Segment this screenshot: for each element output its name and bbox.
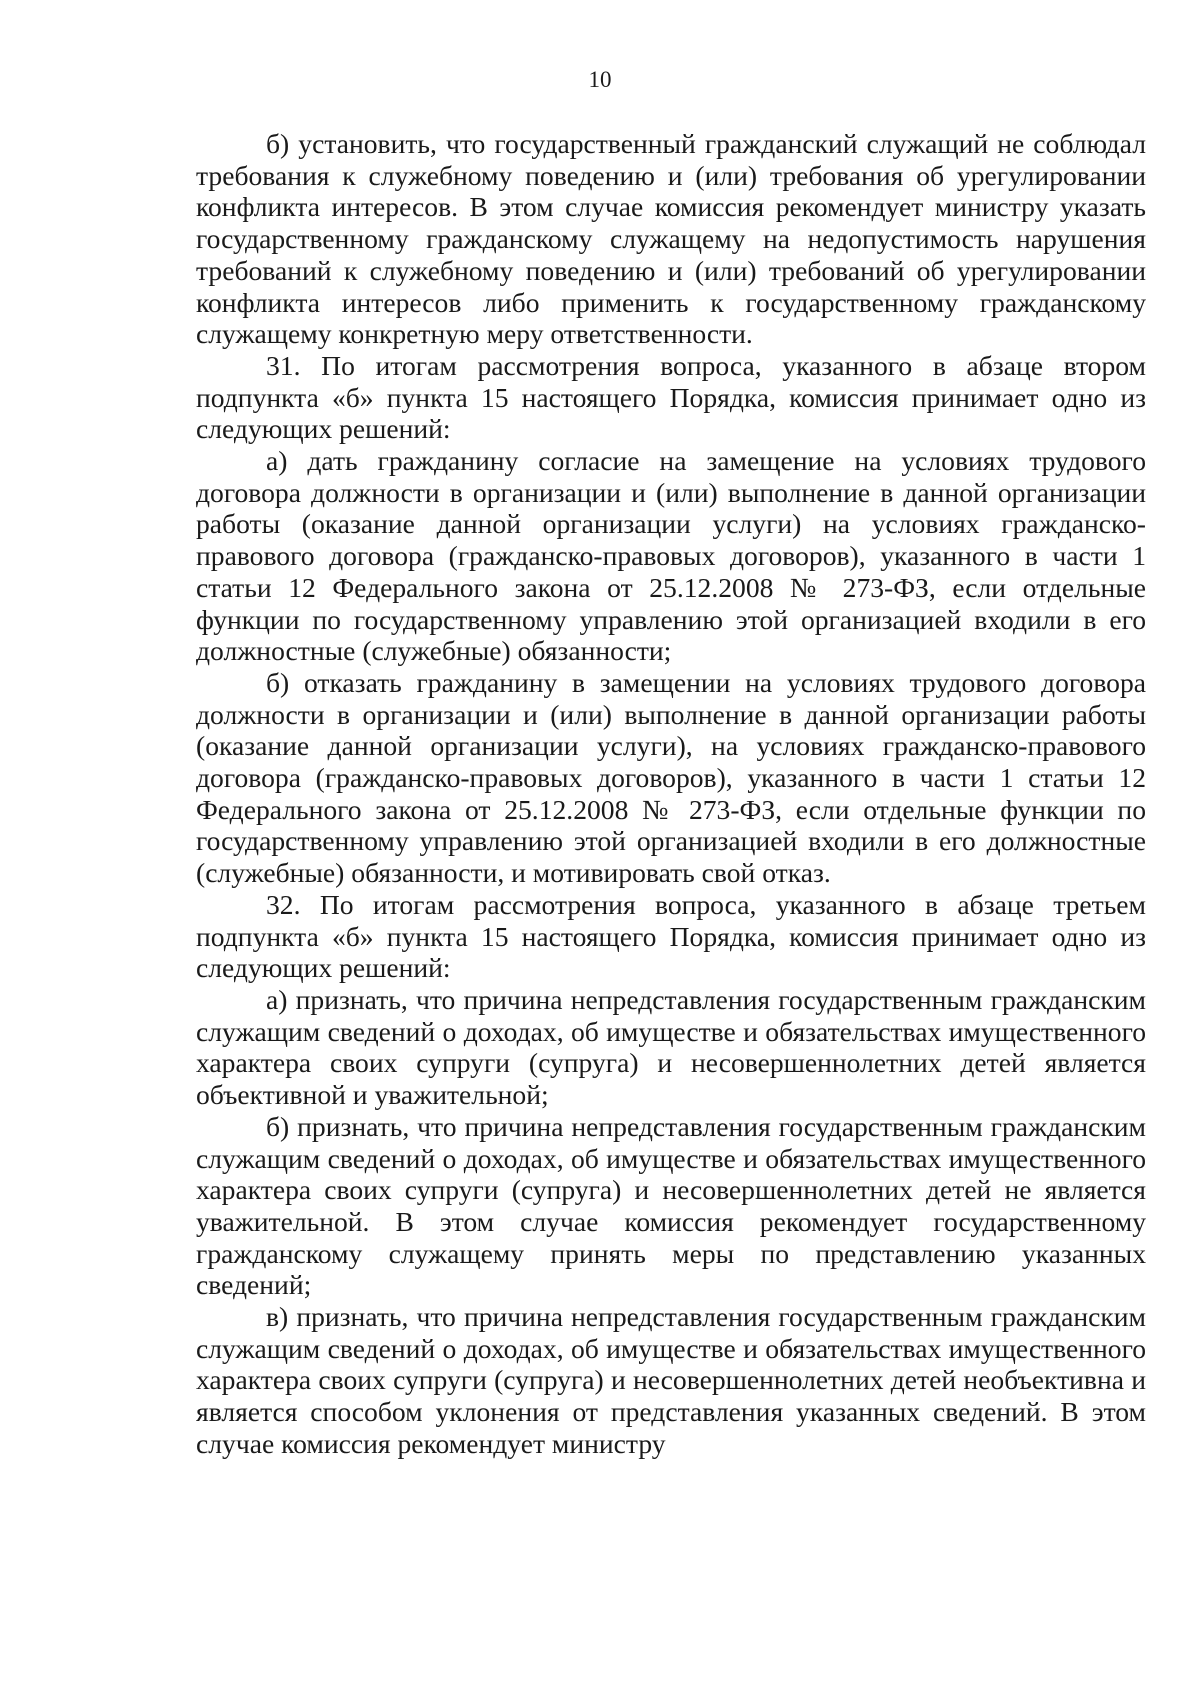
paragraph-32-a: а) признать, что причина непредставления государственным гражданским служащим сведений о доходах, об имуществе и обязательствах имущественного характера своих супруги (супруга) и несовершеннолетних детей является объективной и уважительной; xyxy=(196,983,1146,1111)
paragraph-31-b: б) отказать гражданину в замещении на условиях трудового договора должности в организации и (или) выполнение в данной организации работы (оказание данной организации услуги), на условиях гражданско-правового договора (гражданско-правовых договоров), указанного в части 1 статьи 12 Федерального закона от 25.12.2008 № 273-ФЗ, если отдельные функции по государственному управлению этой организацией входили в его должностные (служебные) обязанности, и мотивировать свой отказ. xyxy=(196,666,1146,889)
paragraph-item-b-violation: б) установить, что государственный гражданский служащий не соблюдал требования к служебному поведению и (или) требования об урегулировании конфликта интересов. В этом случае комиссия рекомендует министру указать государственному гражданскому служащему на недопустимость нарушения требований к служебному поведению и (или) требований об урегулировании конфликта интересов либо применить к государственному гражданскому служащему конкретную меру ответственности. xyxy=(196,128,1146,350)
paragraph-32: 32. По итогам рассмотрения вопроса, указанного в абзаце третьем подпункта «б» пункта 15 настоящего Порядка, комиссия принимает одно из следующих решений: xyxy=(196,888,1146,984)
paragraph-31-a: а) дать гражданину согласие на замещение на условиях трудового договора должности в организации и (или) выполнение в данной организации работы (оказание данной организации услуги) на условиях гражданско-правового договора (гражданско-правовых договоров), указанного в части 1 статьи 12 Федерального закона от 25.12.2008 № 273-ФЗ, если отдельные функции по государственному управлению этой организацией входили в его должностные (служебные) обязанности; xyxy=(196,445,1146,667)
paragraph-31: 31. По итогам рассмотрения вопроса, указанного в абзаце втором подпункта «б» пункта 15 настоящего Порядка, комиссия принимает одно из следующих решений: xyxy=(196,349,1146,445)
paragraph-32-b: б) признать, что причина непредставления государственным гражданским служащим сведений о доходах, об имуществе и обязательствах имущественного характера своих супруги (супруга) и несовершеннолетних детей не является уважительной. В этом случае комиссия рекомендует государственному гражданскому служащему принять меры по представлению указанных сведений; xyxy=(196,1110,1146,1301)
page-number: 10 xyxy=(588,67,612,92)
document-body xyxy=(196,128,1146,1460)
paragraph-32-v: в) признать, что причина непредставления государственным гражданским служащим сведений о доходах, об имуществе и обязательствах имущественного характера своих супруги (супруга) и несовершеннолетних детей необъективна и является способом уклонения от представления указанных сведений. В этом случае комиссия рекомендует министру xyxy=(196,1301,1146,1459)
